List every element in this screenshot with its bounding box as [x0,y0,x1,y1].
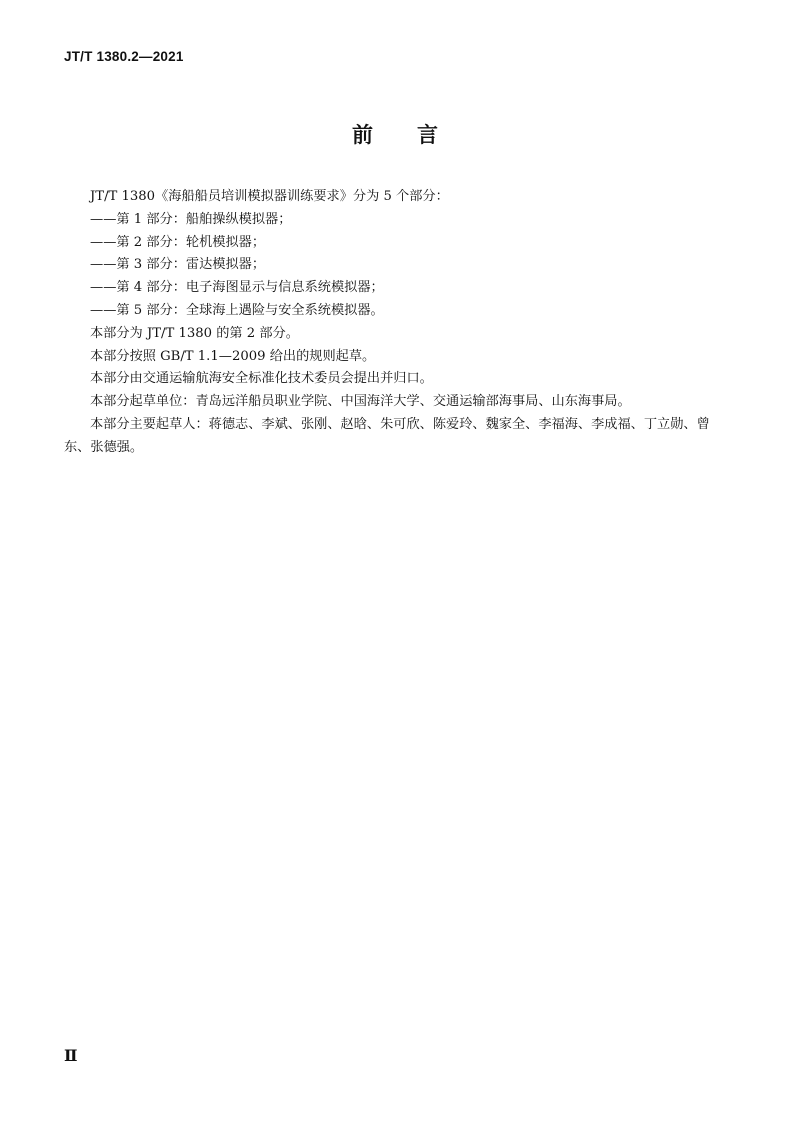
paragraph-drafting-units: 本部分起草单位：青岛远洋船员职业学院、中国海洋大学、交通运输部海事局、山东海事局。 [90,394,631,410]
paragraph-intro: JT/T 1380《海船船员培训模拟器训练要求》分为 5 个部分： [90,189,449,204]
list-item-part-1: ——第 1 部分：船舶操纵模拟器； [90,211,292,227]
document-code: JT/T 1380.2—2021 [64,49,184,64]
paragraph-drafting-rules: 本部分按照 GB/T 1.1—2009 给出的规则起草。 [90,348,376,364]
list-item-part-3: ——第 3 部分：雷达模拟器； [90,257,266,273]
list-item-part-4: ——第 4 部分：电子海图显示与信息系统模拟器； [90,280,384,296]
foreword-body [64,186,736,460]
page-title: 前言 [352,123,482,147]
page-number: Ⅱ [64,1048,78,1065]
list-item-part-5: ——第 5 部分：全球海上遇险与安全系统模拟器。 [90,302,384,318]
list-item-part-2: ——第 2 部分：轮机模拟器； [90,234,266,250]
paragraph-this-part: 本部分为 JT/T 1380 的第 2 部分。 [90,325,299,341]
paragraph-proposer: 本部分由交通运输航海安全标准化技术委员会提出并归口。 [90,371,433,387]
paragraph-drafters: 本部分主要起草人：蒋德志、李斌、张刚、赵晗、朱可欣、陈爱玲、魏家全、李福海、李成福、丁立勋、曾东、张德强。 [64,416,710,455]
